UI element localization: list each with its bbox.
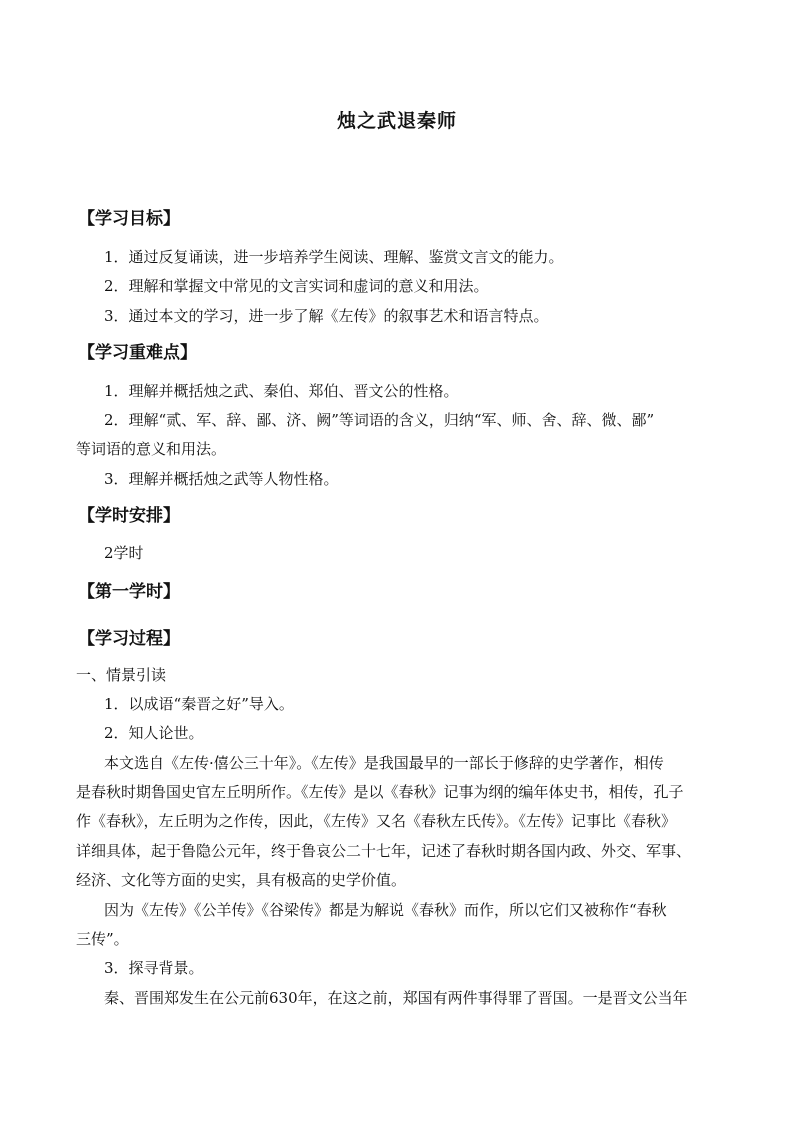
process-line: 秦、晋围郑发生在公元前630年，在这之前，郑国有两件事得罪了晋国。一是晋文公当年 — [104, 989, 688, 1007]
heading-first-period: 【第一学时】 — [78, 582, 180, 602]
difficulty-item: 3．理解并概括烛之武等人物性格。 — [104, 470, 339, 488]
process-line: 一、情景引读 — [76, 666, 167, 684]
difficulty-item: 2．理解“贰、军、辞、鄙、济、阙”等词语的含义，归纳“军、师、舍、辞、微、鄙” — [104, 411, 655, 429]
difficulty-item: 等词语的意义和用法。 — [76, 440, 227, 458]
page-title: 烛之武退秦师 — [336, 110, 457, 132]
heading-schedule: 【学时安排】 — [78, 506, 180, 526]
process-line: 是春秋时期鲁国史官左丘明所作。《左传》是以《春秋》记事为纲的编年体史书，相传，孔子 — [76, 783, 684, 801]
process-line: 经济、文化等方面的史实，具有极高的史学价值。 — [76, 871, 407, 889]
process-line: 本文选自《左传·僖公三十年》。《左传》是我国最早的一部长于修辞的史学著作，相传 — [104, 754, 664, 772]
heading-process: 【学习过程】 — [78, 629, 180, 649]
heading-difficulties: 【学习重难点】 — [78, 343, 197, 363]
difficulty-item: 1．理解并概括烛之武、秦伯、郑伯、晋文公的性格。 — [104, 382, 459, 400]
process-line: 详细具体，起于鲁隐公元年，终于鲁哀公二十七年，记述了春秋时期各国内政、外交、军事、 — [76, 842, 692, 860]
goal-item: 1．通过反复诵读，进一步培养学生阅读、理解、鉴赏文言文的能力。 — [104, 248, 564, 266]
heading-goals: 【学习目标】 — [78, 209, 180, 229]
process-line: 2．知人论世。 — [104, 724, 204, 742]
process-line: 三传”。 — [76, 930, 129, 948]
process-line: 1．以成语“秦晋之好”导入。 — [104, 695, 294, 713]
schedule-value: 2学时 — [104, 544, 144, 562]
process-line: 作《春秋》，左丘明为之作传，因此，《左传》又名《春秋左氏传》。《左传》记事比《春秋》 — [76, 812, 677, 830]
process-line: 3．探寻背景。 — [104, 959, 204, 977]
goal-item: 2．理解和掌握文中常见的文言实词和虚词的意义和用法。 — [104, 277, 489, 295]
goal-item: 3．通过本文的学习，进一步了解《左传》的叙事艺术和语言特点。 — [104, 307, 549, 325]
process-line: 因为《左传》《公羊传》《谷梁传》都是为解说《春秋》而作，所以它们又被称作“春秋 — [104, 901, 667, 919]
